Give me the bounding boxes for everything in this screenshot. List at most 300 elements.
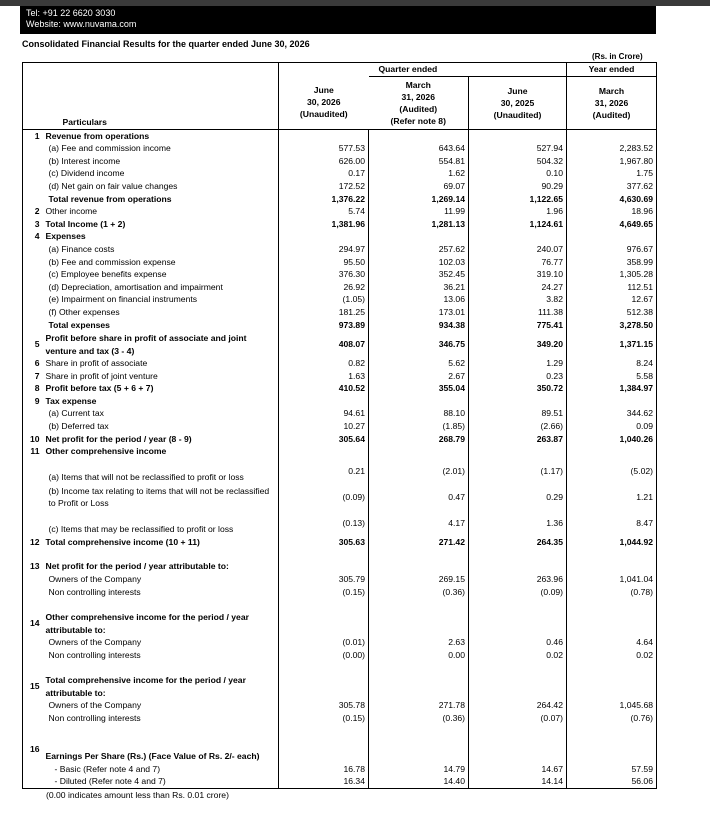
row-number: 3 xyxy=(23,218,43,231)
value-cell xyxy=(369,445,469,458)
value-cell: 344.62 xyxy=(567,407,657,420)
row-number xyxy=(23,484,43,510)
value-cell xyxy=(567,445,657,458)
value-cell xyxy=(279,129,369,142)
row-number xyxy=(23,763,43,776)
row-number xyxy=(23,458,43,484)
value-cell: 257.62 xyxy=(369,243,469,256)
col-header-march-2026-quarter xyxy=(369,76,469,129)
row-number: 16 xyxy=(23,737,43,763)
value-cell xyxy=(469,673,567,699)
value-cell: 1,381.96 xyxy=(279,218,369,231)
value-cell: 269.15 xyxy=(369,573,469,586)
value-cell: (0.13) xyxy=(279,510,369,536)
value-cell xyxy=(279,230,369,243)
value-cell xyxy=(567,395,657,408)
value-cell xyxy=(469,548,567,560)
row-label: Share in profit of associate xyxy=(45,358,148,369)
value-cell xyxy=(567,673,657,699)
value-cell: 14.67 xyxy=(469,763,567,776)
value-cell: 0.82 xyxy=(279,357,369,370)
value-cell xyxy=(279,560,369,573)
table-row xyxy=(23,586,657,599)
row-label: Tax expense xyxy=(45,395,97,406)
value-cell: 1,384.97 xyxy=(567,382,657,395)
row-label: Non controlling interests xyxy=(48,713,141,723)
table-row xyxy=(23,205,657,218)
contact-header xyxy=(20,6,656,34)
value-cell xyxy=(469,445,567,458)
row-number: 6 xyxy=(23,357,43,370)
value-cell: 173.01 xyxy=(369,306,469,319)
row-label: Total comprehensive income for the period / year attributable to: xyxy=(45,675,246,698)
row-label xyxy=(43,661,279,673)
value-cell: 527.94 xyxy=(469,142,567,155)
col-header-line: (Unaudited) xyxy=(493,109,542,120)
unit-note: (Rs. in Crore) xyxy=(592,52,643,61)
row-label: Total Income (1 + 2) xyxy=(45,218,126,229)
table-row xyxy=(23,775,657,788)
value-cell xyxy=(469,737,567,763)
row-number xyxy=(23,243,43,256)
value-cell: 8.47 xyxy=(567,510,657,536)
value-cell: (0.76) xyxy=(567,712,657,725)
value-cell: 240.07 xyxy=(469,243,567,256)
row-number xyxy=(23,256,43,269)
value-cell: (0.00) xyxy=(279,649,369,662)
row-number xyxy=(23,293,43,306)
row-label: Non controlling interests xyxy=(48,586,141,597)
value-cell: 24.27 xyxy=(469,281,567,294)
value-cell: 1,122.65 xyxy=(469,193,567,206)
row-number xyxy=(23,420,43,433)
value-cell: 1.63 xyxy=(279,370,369,383)
col-header-line: 30, 2026 xyxy=(307,97,341,108)
value-cell: 5.58 xyxy=(567,370,657,383)
col-header-line: March xyxy=(598,85,625,96)
value-cell: 643.64 xyxy=(369,142,469,155)
value-cell: 1,305.28 xyxy=(567,268,657,281)
row-number xyxy=(23,167,43,180)
value-cell: 14.14 xyxy=(469,775,567,788)
table-row xyxy=(23,218,657,231)
row-label: Owners of the Company xyxy=(48,637,142,648)
value-cell: (0.09) xyxy=(469,586,567,599)
value-cell: 181.25 xyxy=(279,306,369,319)
value-cell: (0.36) xyxy=(369,586,469,599)
value-cell: 271.42 xyxy=(369,536,469,549)
table-row xyxy=(23,407,657,420)
value-cell: 0.02 xyxy=(567,649,657,662)
row-label: Total comprehensive income (10 + 11) xyxy=(45,536,200,547)
row-label xyxy=(43,548,279,560)
value-cell: (1.17) xyxy=(469,458,567,484)
value-cell: 0.29 xyxy=(469,484,567,510)
value-cell: 89.51 xyxy=(469,407,567,420)
value-cell: (5.02) xyxy=(567,458,657,484)
table-row xyxy=(23,293,657,306)
value-cell: 626.00 xyxy=(279,155,369,168)
value-cell: 3,278.50 xyxy=(567,319,657,332)
value-cell: 268.79 xyxy=(369,433,469,446)
value-cell: 1.21 xyxy=(567,484,657,510)
value-cell xyxy=(279,598,369,610)
col-header-line: 31, 2026 xyxy=(401,91,435,102)
value-cell xyxy=(279,661,369,673)
row-label: Other income xyxy=(45,206,98,217)
value-cell: 36.21 xyxy=(369,281,469,294)
value-cell: 355.04 xyxy=(369,382,469,395)
value-cell: (1.05) xyxy=(279,293,369,306)
year-ended-header: Year ended xyxy=(567,63,657,77)
row-number: 11 xyxy=(23,445,43,458)
row-number: 5 xyxy=(23,331,43,357)
value-cell xyxy=(567,610,657,636)
table-row xyxy=(23,573,657,586)
value-cell xyxy=(279,610,369,636)
table-row xyxy=(23,649,657,662)
value-cell xyxy=(369,560,469,573)
value-cell: 1.29 xyxy=(469,357,567,370)
row-label: (b) Fee and commission expense xyxy=(48,256,176,267)
row-label: (d) Depreciation, amortisation and impairment xyxy=(48,281,223,292)
row-label: (b) Income tax relating to items that will not be reclassified to Profit or Loss xyxy=(48,485,270,509)
row-label: Earnings Per Share (Rs.) (Face Value of Rs. 2/- each) xyxy=(45,751,260,761)
table-row xyxy=(23,458,657,484)
row-number xyxy=(23,712,43,725)
value-cell xyxy=(469,560,567,573)
table-row xyxy=(23,193,657,206)
value-cell: 12.67 xyxy=(567,293,657,306)
table-row xyxy=(23,725,657,737)
row-label: (b) Interest income xyxy=(48,155,121,166)
value-cell: 1.62 xyxy=(369,167,469,180)
col-header-line: (Audited) xyxy=(399,103,438,114)
table-row xyxy=(23,420,657,433)
value-cell: 0.00 xyxy=(369,649,469,662)
value-cell: 408.07 xyxy=(279,331,369,357)
particulars-header: Particulars xyxy=(43,63,279,130)
row-number: 9 xyxy=(23,395,43,408)
row-label: (d) Net gain on fair value changes xyxy=(48,180,178,191)
row-number xyxy=(23,193,43,206)
table-row xyxy=(23,661,657,673)
value-cell: 934.38 xyxy=(369,319,469,332)
value-cell: 172.52 xyxy=(279,180,369,193)
row-number: 15 xyxy=(23,673,43,699)
value-cell: (2.01) xyxy=(369,458,469,484)
value-cell xyxy=(469,129,567,142)
value-cell xyxy=(369,610,469,636)
footnote: (0.00 indicates amount less than Rs. 0.01 crore) xyxy=(46,790,229,800)
value-cell: 112.51 xyxy=(567,281,657,294)
page-title: Consolidated Financial Results for the quarter ended June 30, 2026 xyxy=(22,39,310,49)
row-label: (c) Employee benefits expense xyxy=(48,269,167,280)
table-row xyxy=(23,306,657,319)
value-cell: 0.09 xyxy=(567,420,657,433)
value-cell: 264.42 xyxy=(469,699,567,712)
row-label: Profit before share in profit of associate and joint venture and tax (3 - 4) xyxy=(45,332,247,356)
value-cell: 1,281.13 xyxy=(369,218,469,231)
value-cell: 349.20 xyxy=(469,331,567,357)
value-cell: 11.99 xyxy=(369,205,469,218)
value-cell xyxy=(279,725,369,737)
value-cell: 775.41 xyxy=(469,319,567,332)
phone-number: Tel: +91 22 6620 3030 xyxy=(26,8,116,18)
value-cell xyxy=(469,661,567,673)
value-cell: 90.29 xyxy=(469,180,567,193)
table-row xyxy=(23,433,657,446)
table-row xyxy=(23,673,657,699)
row-label: Total expenses xyxy=(48,319,110,330)
row-number xyxy=(23,586,43,599)
table-row xyxy=(23,510,657,536)
row-label: Owners of the Company xyxy=(48,700,142,711)
col-header-june-2026 xyxy=(279,76,369,129)
value-cell: 2.67 xyxy=(369,370,469,383)
value-cell: 57.59 xyxy=(567,763,657,776)
row-number: 12 xyxy=(23,536,43,549)
value-cell: 554.81 xyxy=(369,155,469,168)
value-cell: 271.78 xyxy=(369,699,469,712)
table-row xyxy=(23,319,657,332)
row-number xyxy=(23,306,43,319)
table-row xyxy=(23,484,657,510)
value-cell: 0.46 xyxy=(469,636,567,649)
row-number xyxy=(23,319,43,332)
value-cell xyxy=(567,737,657,763)
value-cell: 88.10 xyxy=(369,407,469,420)
value-cell xyxy=(369,230,469,243)
col-header-june-2025 xyxy=(469,76,567,129)
row-label: (f) Other expenses xyxy=(48,306,120,317)
row-number: 13 xyxy=(23,560,43,573)
value-cell: 1.75 xyxy=(567,167,657,180)
row-number: 2 xyxy=(23,205,43,218)
value-cell: (0.15) xyxy=(279,586,369,599)
value-cell xyxy=(567,560,657,573)
value-cell xyxy=(279,737,369,763)
row-number: 14 xyxy=(23,610,43,636)
value-cell: 0.10 xyxy=(469,167,567,180)
value-cell: 0.17 xyxy=(279,167,369,180)
value-cell: 14.40 xyxy=(369,775,469,788)
row-label: Owners of the Company xyxy=(48,574,142,585)
value-cell: 346.75 xyxy=(369,331,469,357)
value-cell: 14.79 xyxy=(369,763,469,776)
value-cell: 56.06 xyxy=(567,775,657,788)
website: Website: www.nuvama.com xyxy=(26,19,137,29)
table-row xyxy=(23,281,657,294)
table-row xyxy=(23,268,657,281)
value-cell: 305.79 xyxy=(279,573,369,586)
value-cell xyxy=(469,230,567,243)
col-header-line: June xyxy=(507,85,528,96)
value-cell: 102.03 xyxy=(369,256,469,269)
value-cell: 294.97 xyxy=(279,243,369,256)
table-row xyxy=(23,737,657,763)
table-row xyxy=(23,180,657,193)
row-label: (b) Deferred tax xyxy=(48,421,109,432)
col-header-line: (Refer note 8) xyxy=(390,115,446,126)
value-cell: 305.63 xyxy=(279,536,369,549)
value-cell: 5.62 xyxy=(369,357,469,370)
table-row xyxy=(23,445,657,458)
value-cell xyxy=(279,673,369,699)
row-label: Expenses xyxy=(45,231,86,242)
table-row xyxy=(23,331,657,357)
value-cell: 263.87 xyxy=(469,433,567,446)
value-cell: 13.06 xyxy=(369,293,469,306)
value-cell: 512.38 xyxy=(567,306,657,319)
value-cell: 1.36 xyxy=(469,510,567,536)
value-cell: 263.96 xyxy=(469,573,567,586)
value-cell xyxy=(469,610,567,636)
table-row xyxy=(23,230,657,243)
value-cell xyxy=(469,598,567,610)
value-cell: (0.78) xyxy=(567,586,657,599)
value-cell xyxy=(369,737,469,763)
value-cell: 16.78 xyxy=(279,763,369,776)
value-cell: 76.77 xyxy=(469,256,567,269)
table-row xyxy=(23,395,657,408)
row-number xyxy=(23,775,43,788)
value-cell: 0.47 xyxy=(369,484,469,510)
row-label: Other comprehensive income for the period / year attributable to: xyxy=(45,612,249,635)
row-label: Total revenue from operations xyxy=(48,193,172,204)
row-label: Net profit for the period / year (8 - 9) xyxy=(45,433,192,444)
row-number xyxy=(23,573,43,586)
row-number xyxy=(23,598,43,610)
row-label xyxy=(43,598,279,610)
table-row xyxy=(23,712,657,725)
table-row xyxy=(23,598,657,610)
row-number xyxy=(23,155,43,168)
row-number xyxy=(23,510,43,536)
row-label: (a) Finance costs xyxy=(48,243,115,254)
value-cell: 5.74 xyxy=(279,205,369,218)
value-cell: 1,376.22 xyxy=(279,193,369,206)
value-cell: 973.89 xyxy=(279,319,369,332)
value-cell: 0.02 xyxy=(469,649,567,662)
value-cell: 4,649.65 xyxy=(567,218,657,231)
value-cell xyxy=(369,673,469,699)
value-cell xyxy=(567,598,657,610)
col-header-line: March xyxy=(405,79,431,90)
value-cell xyxy=(369,548,469,560)
row-number xyxy=(23,268,43,281)
row-number xyxy=(23,636,43,649)
value-cell: 305.78 xyxy=(279,699,369,712)
value-cell: (0.09) xyxy=(279,484,369,510)
col-header-line: June xyxy=(313,85,334,96)
row-number: 4 xyxy=(23,230,43,243)
value-cell xyxy=(369,661,469,673)
table-row xyxy=(23,636,657,649)
row-label: (e) Impairment on financial instruments xyxy=(48,294,198,305)
row-number xyxy=(23,649,43,662)
value-cell: 94.61 xyxy=(279,407,369,420)
table-row xyxy=(23,536,657,549)
value-cell: 1.96 xyxy=(469,205,567,218)
table-row xyxy=(23,610,657,636)
value-cell: 358.99 xyxy=(567,256,657,269)
value-cell: 111.38 xyxy=(469,306,567,319)
value-cell: 264.35 xyxy=(469,536,567,549)
row-label: (a) Current tax xyxy=(48,408,104,419)
table-row xyxy=(23,699,657,712)
table-row xyxy=(23,357,657,370)
col-header-march-2026-year xyxy=(567,76,657,129)
value-cell: 1,124.61 xyxy=(469,218,567,231)
col-header-line: (Audited) xyxy=(592,109,631,120)
value-cell xyxy=(369,725,469,737)
value-cell: 8.24 xyxy=(567,357,657,370)
value-cell: 26.92 xyxy=(279,281,369,294)
row-number xyxy=(23,180,43,193)
value-cell: 1,371.15 xyxy=(567,331,657,357)
table-row xyxy=(23,763,657,776)
value-cell xyxy=(279,395,369,408)
value-cell xyxy=(567,548,657,560)
row-label: (c) Items that may be reclassified to profit or loss xyxy=(48,524,234,535)
value-cell: 504.32 xyxy=(469,155,567,168)
row-number: 8 xyxy=(23,382,43,395)
table-row xyxy=(23,142,657,155)
col-header-line: 30, 2025 xyxy=(500,97,535,108)
value-cell: (1.85) xyxy=(369,420,469,433)
value-cell: 3.82 xyxy=(469,293,567,306)
value-cell: 4.17 xyxy=(369,510,469,536)
row-number xyxy=(23,548,43,560)
row-label: (a) Items that will not be reclassified to profit or loss xyxy=(48,472,244,483)
value-cell: 410.52 xyxy=(279,382,369,395)
row-number xyxy=(23,281,43,294)
row-number xyxy=(23,725,43,737)
table-row xyxy=(23,243,657,256)
value-cell: 2.63 xyxy=(369,636,469,649)
value-cell xyxy=(279,445,369,458)
row-label: Share in profit of joint venture xyxy=(45,370,158,381)
value-cell: 319.10 xyxy=(469,268,567,281)
value-cell xyxy=(567,725,657,737)
value-cell: (0.01) xyxy=(279,636,369,649)
row-label: Net profit for the period / year attributable to: xyxy=(45,561,229,572)
row-number xyxy=(23,661,43,673)
value-cell xyxy=(469,395,567,408)
value-cell: 352.45 xyxy=(369,268,469,281)
row-label: - Diluted (Refer note 4 and 7) xyxy=(43,775,279,788)
value-cell: (0.07) xyxy=(469,712,567,725)
value-cell: 1,044.92 xyxy=(567,536,657,549)
row-number: 1 xyxy=(23,129,43,142)
value-cell xyxy=(469,725,567,737)
value-cell: 1,269.14 xyxy=(369,193,469,206)
row-number xyxy=(23,699,43,712)
table-row xyxy=(23,256,657,269)
row-number xyxy=(23,142,43,155)
value-cell: 577.53 xyxy=(279,142,369,155)
table-row xyxy=(23,167,657,180)
table-row xyxy=(23,129,657,142)
value-cell: 976.67 xyxy=(567,243,657,256)
value-cell xyxy=(369,395,469,408)
row-label: Profit before tax (5 + 6 + 7) xyxy=(45,383,154,394)
value-cell xyxy=(567,230,657,243)
value-cell: 1,967.80 xyxy=(567,155,657,168)
row-label: - Basic (Refer note 4 and 7) xyxy=(54,763,161,774)
row-label xyxy=(43,725,279,737)
